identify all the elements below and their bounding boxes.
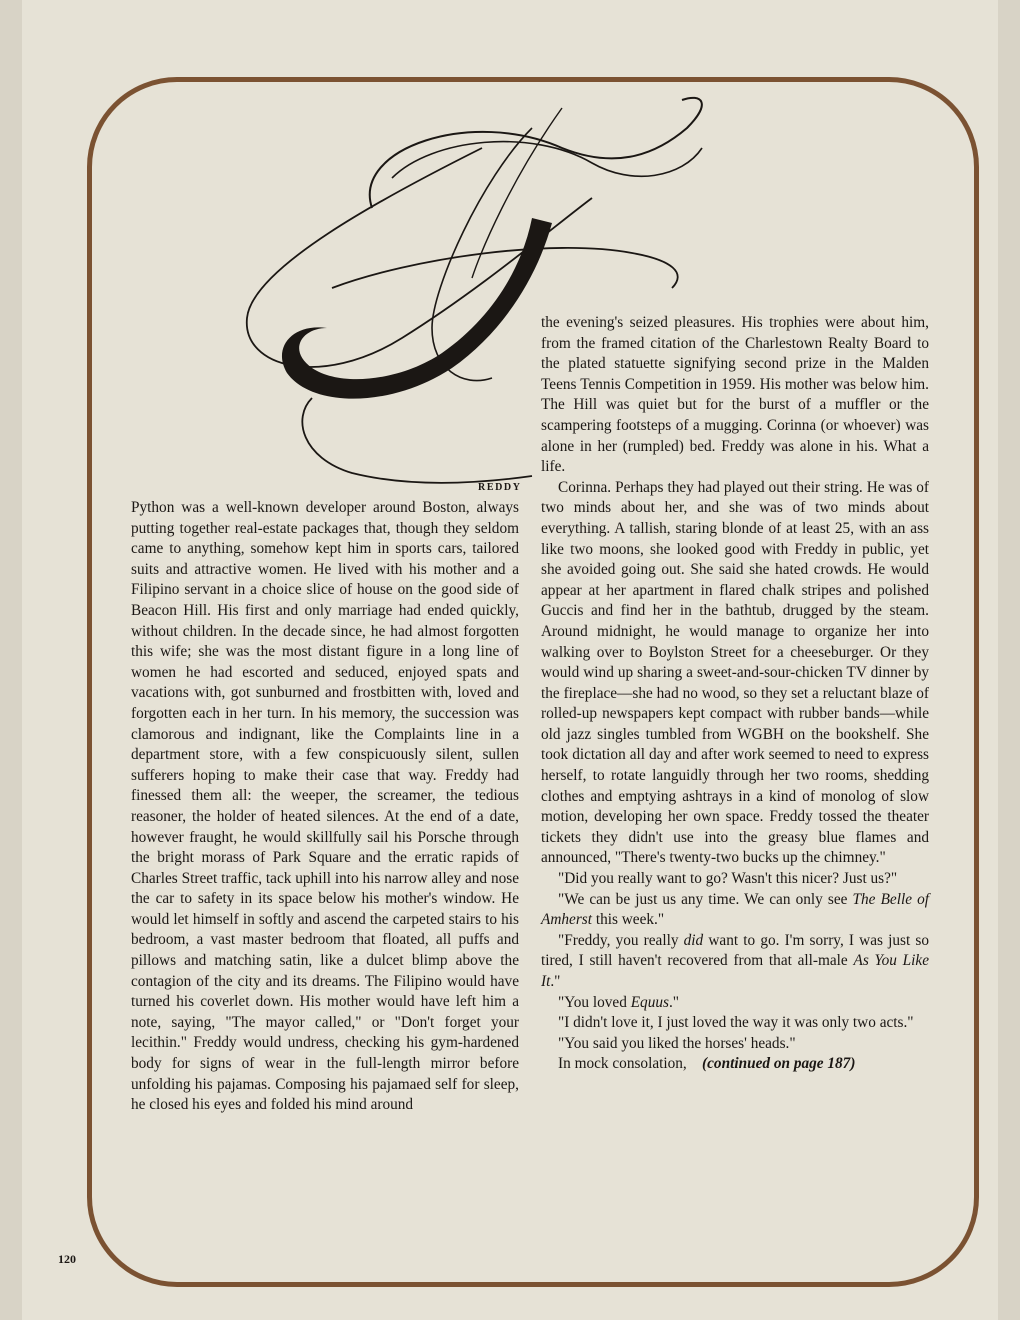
body-paragraph bbox=[541, 1054, 929, 1075]
body-paragraph: Corinna. Perhaps they had played out their string. He was of two minds about her, and she was of two minds about everything. A tallish, staring blonde of at least 25, with an ass like two moons, she looked good with Freddy in public, yet she avoided going out. She said she hated crowds. He would appear at her apartment in flared chalk stripes and polished Guccis and find her in the bathtub, drugged by the steam. Around midnight, he would manage to organize her into walking over to Boylston Street for a cheeseburger. Or they would wind up sharing a sweet-and-sour-chicken TV dinner by the fireplace—she had no wood, so they set a reluctant blaze of rolled-up newspapers kept compact with rubber bands—while old jazz singles tumbled from WGBH on the bookshelf. She took dictation all day and after work seemed to need to express herself, to rotate languidly through her two rooms, shedding clothes and emptying ashtrays in a kind of monolog of slow motion, developing her own space. Freddy tossed the theater tickets they didn't use into the greasy blue flames and announced, "There's twenty-two bucks up the chimney." bbox=[541, 478, 929, 867]
dialogue-paragraph bbox=[541, 993, 929, 1014]
dialogue-paragraph bbox=[541, 931, 929, 993]
dialogue-text: "Freddy, you really bbox=[558, 931, 684, 949]
play-title: The Belle of Amherst bbox=[541, 890, 929, 929]
article-column-right bbox=[541, 313, 929, 1075]
dialogue-paragraph bbox=[541, 890, 929, 931]
article-column-left bbox=[131, 498, 519, 1116]
dialogue-text: want to go. I'm sorry, I was just so tired, I still haven't recovered from that all-male bbox=[541, 931, 929, 970]
dialogue-paragraph: "I didn't love it, I just loved the way it was only two acts." bbox=[558, 1014, 914, 1032]
dialogue-text: ." bbox=[668, 993, 680, 1011]
body-paragraph: Python was a well-known developer around Boston, always putting together real-estate packages that, though they seldom came to anything, somehow kept him in sports cars, tailored suits and attractive women. He lived with his mother and a Filipino servant in a choice slice of house on the good side of Beacon Hill. His first and only marriage had ended quickly, without children. In the decade since, he had almost forgotten this wife; she was the most distant figure in a long line of women he had escorted and seduced, enjoyed spats and vacations with, got sunburned and frostbitten with, loved and forgotten each in her turn. In his memory, the succession was clamorous and indignant, like the Complaints line in a department store, with a few conspicuously silent, sullen sufferers hoping to make their case that way. Freddy had finessed them all: the weeper, the screamer, the tedious reasoner, the holder of heated silences. At the end of a date, however fraught, he would skillfully sail his Porsche through the bright morass of Park Square and the erratic rapids of Charles Street traffic, tack uphill into his narrow alley and nose the car to safety in its space below his mother's window. He would let himself in softly and ascend the carpeted stairs to his bedroom, a vast master bedroom that floated, all puffs and pillows and matching satin, like a dulcet blimp above the contagion of the city and its dreams. The Filipino would have turned his coverlet down. His mother would have left him a note, saying, "The mayor called," or "Don't forget your lecithin." Freddy would undress, checking his gym-hardened body for signs of wear in the full-length mirror before unfolding his pajamas. Composing his pajamaed self for sleep, he closed his eyes and folded his mind around bbox=[131, 499, 519, 1114]
dialogue-text: "You loved bbox=[558, 993, 631, 1011]
continued-on-page-link[interactable]: (continued on page 187) bbox=[702, 1055, 856, 1073]
page-number: 120 bbox=[58, 1252, 76, 1266]
initial-letter-tail: REDDY bbox=[478, 482, 522, 493]
play-title: As You Like It bbox=[541, 952, 929, 990]
dialogue-paragraph: "You said you liked the horses' heads." bbox=[558, 1034, 796, 1052]
emphasis-text: did bbox=[683, 931, 704, 949]
body-paragraph: the evening's seized pleasures. His trophies were about him, from the framed citation of the Charlestown Realty Board to the plated statuette signifying second prize in the Malden Teens Tennis Competition in 1959. His mother was below him. The Hill was quiet but for the burst of a muffler or the scampering footsteps of a mugging. Corinna (or whoever) was alone in her (rumpled) bed. Freddy was alone in his. What a life. bbox=[541, 314, 929, 476]
dialogue-text: ." bbox=[550, 973, 561, 990]
dialogue-text: "We can be just us any time. We can only see bbox=[558, 890, 853, 908]
play-title: Equus bbox=[630, 993, 669, 1011]
dialogue-paragraph: "Did you really want to go? Wasn't this nicer? Just us?" bbox=[558, 870, 898, 888]
dialogue-text: this week." bbox=[592, 911, 665, 929]
body-text: In mock consolation, bbox=[558, 1055, 687, 1073]
